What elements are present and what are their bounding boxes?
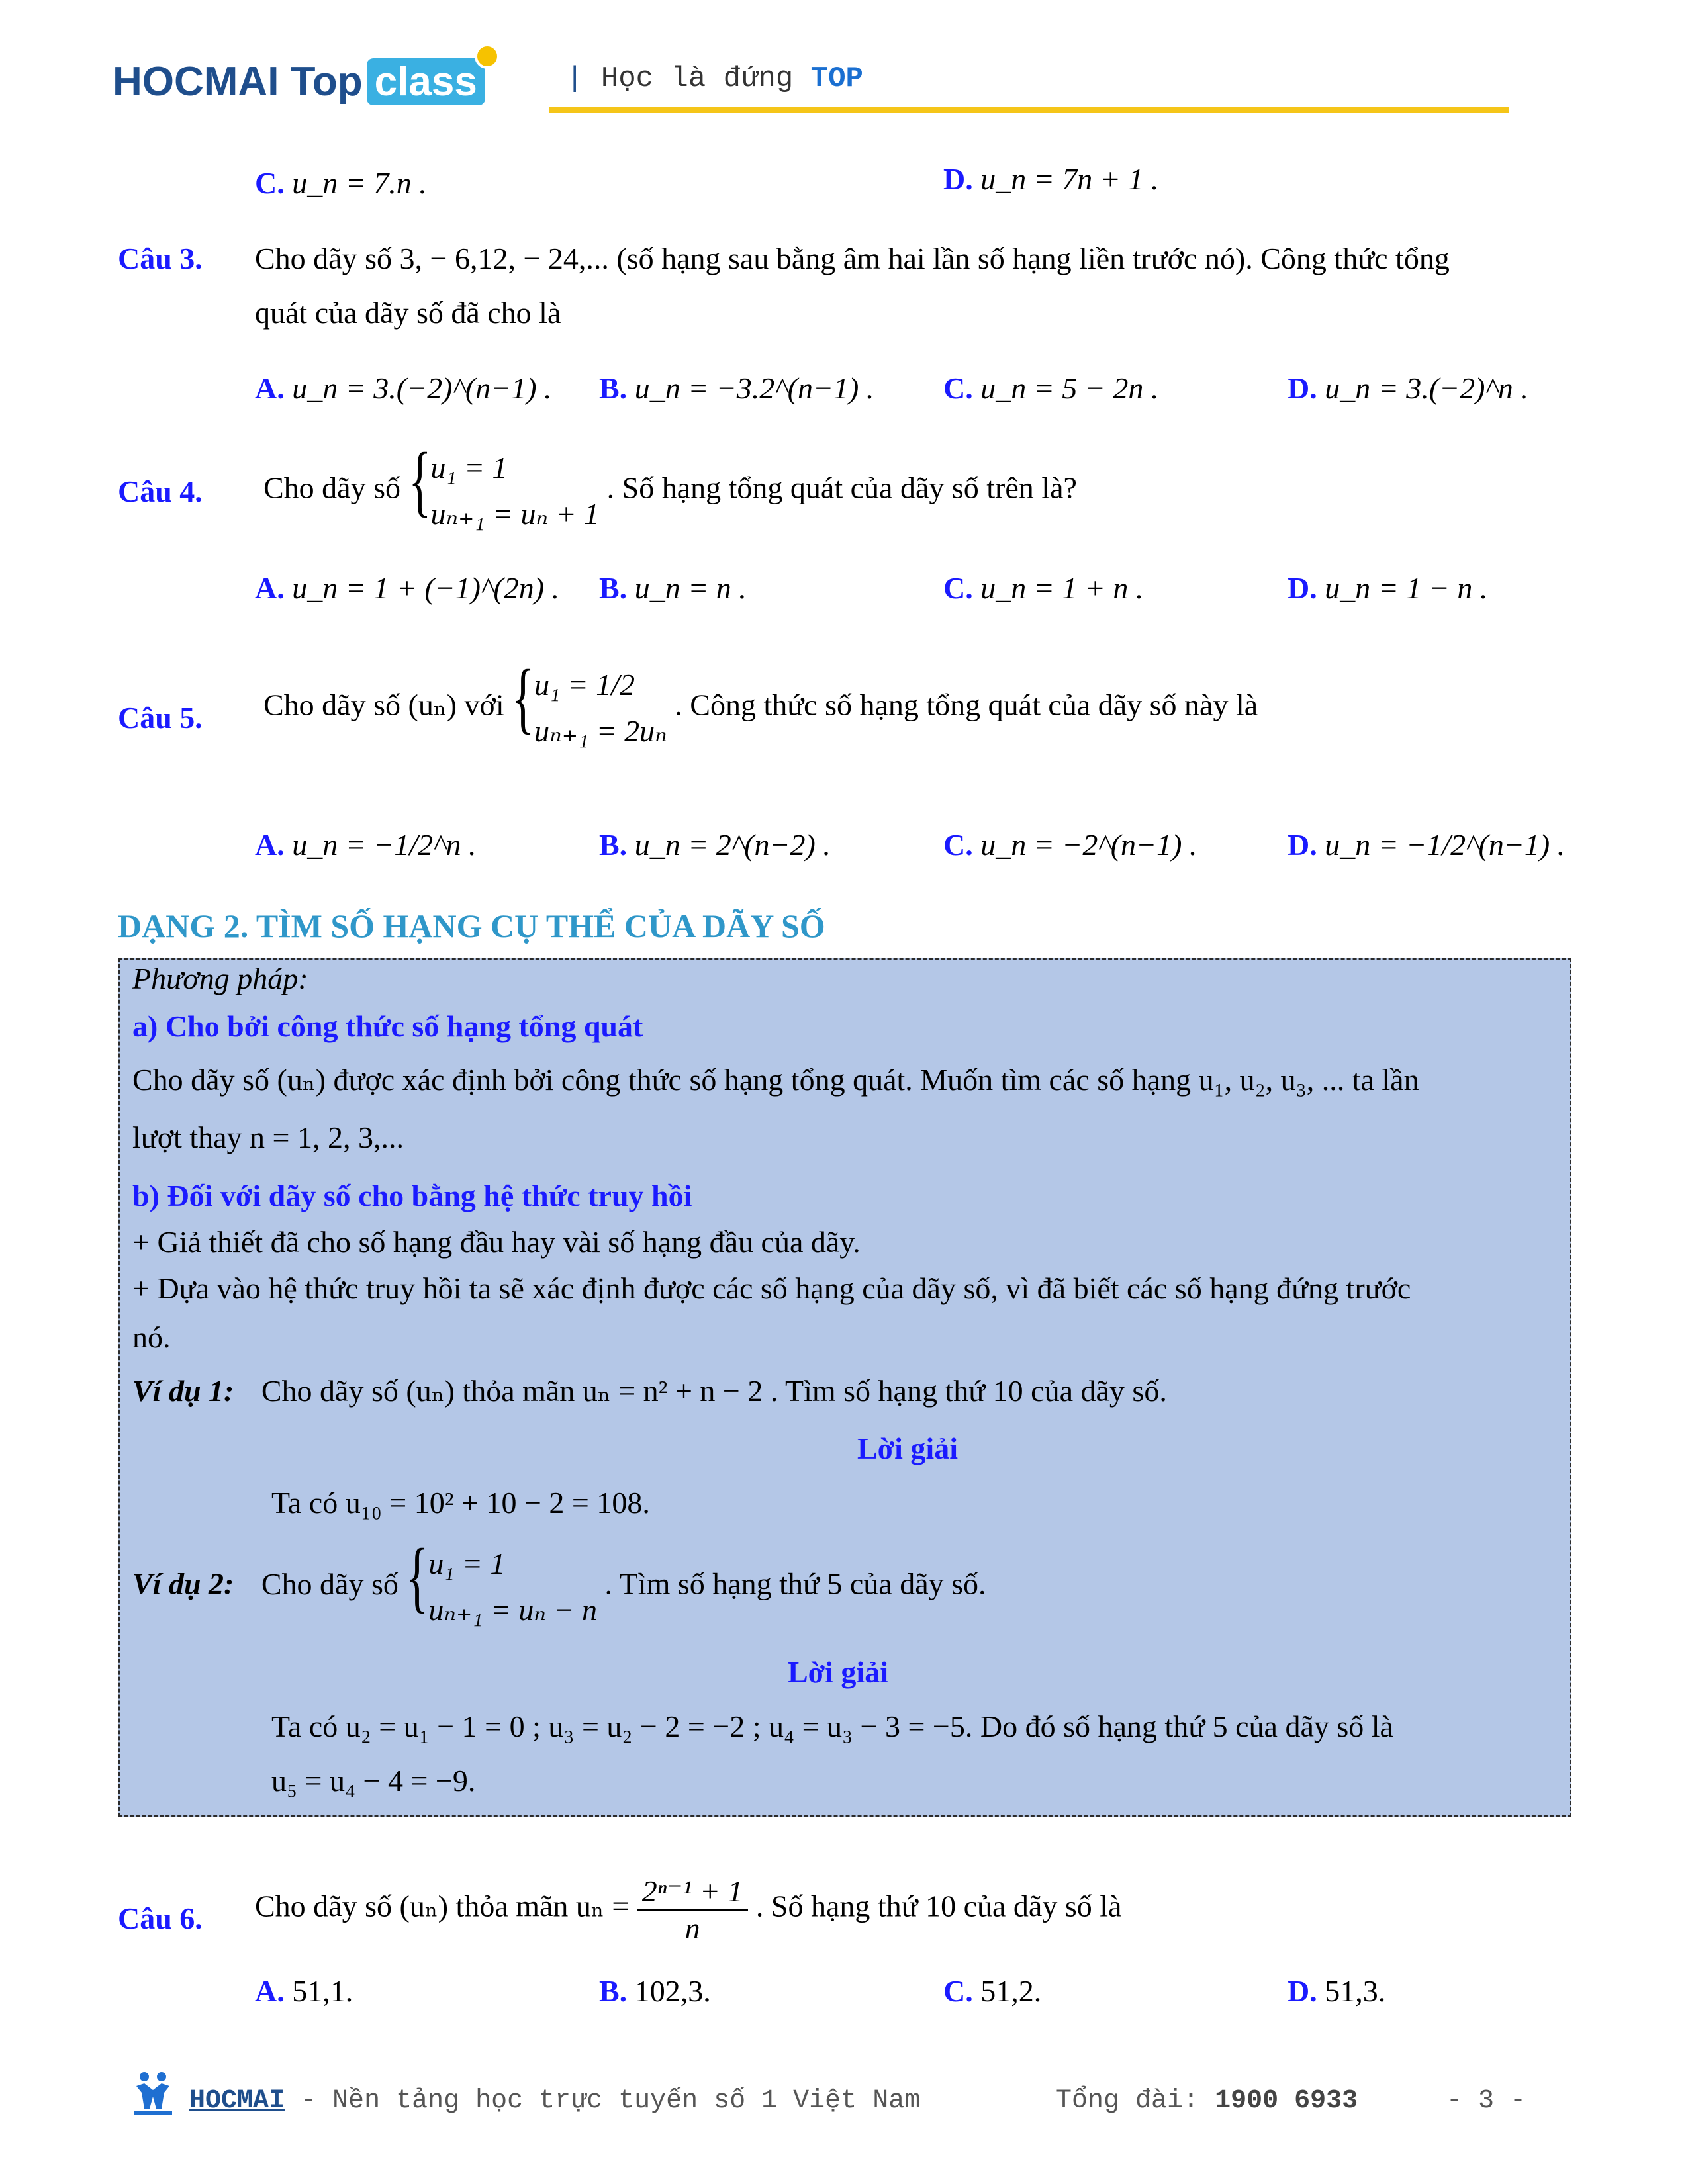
q5-option-b xyxy=(599,827,831,862)
option-text: 51,1. xyxy=(292,1974,353,2008)
option-text: 51,2. xyxy=(980,1974,1042,2008)
system-line: uₙ₊₁ = 2uₙ xyxy=(534,714,667,748)
page-number: - 3 - xyxy=(1446,2086,1526,2116)
option-label: B. xyxy=(599,371,628,405)
option-label: A. xyxy=(255,1974,285,2008)
q3-stem-line1: Cho dãy số 3, − 6,12, − 24,... (số hạng sau bằng âm hai lần số hạng liền trước nó). Công thức tổng xyxy=(255,242,1450,275)
system-line: u₁ = 1 xyxy=(430,451,508,484)
option-text: u_n = 1 + n . xyxy=(980,571,1144,605)
example-1-solution: Ta có u₁₀ = 10² + 10 − 2 = 108. xyxy=(271,1486,650,1520)
option-label: D. xyxy=(1288,1974,1317,2008)
option-text: u_n = −1/2^n . xyxy=(292,828,477,862)
q4-suffix: . Số hạng tổng quát của dãy số trên là? xyxy=(606,471,1077,505)
method-b-line1: + Giả thiết đã cho số hạng đầu hay vài số hạng đầu của dãy. xyxy=(132,1225,861,1259)
example-2 xyxy=(132,1532,986,1633)
option-text: u_n = 7n + 1 . xyxy=(980,162,1159,196)
example-1 xyxy=(132,1373,1167,1408)
example-2-solution-line1: Ta có u₂ = u₁ − 1 = 0 ; u₃ = u₂ − 2 = −2 ; u₄ = u₃ − 3 = −5. Do đó số hạng thứ 5 của dãy số là xyxy=(271,1709,1393,1743)
q6-option-d xyxy=(1288,1974,1385,2009)
option-text: 102,3. xyxy=(634,1974,711,2008)
q4-option-c xyxy=(943,570,1143,606)
method-heading: Phương pháp: xyxy=(132,962,308,995)
q6-stem xyxy=(255,1873,1121,1946)
q4-option-b xyxy=(599,570,747,606)
q3-option-d xyxy=(1288,371,1528,406)
fraction-denominator: n xyxy=(684,1911,700,1945)
system-line: u₁ = 1 xyxy=(428,1547,506,1580)
q5-option-d xyxy=(1288,827,1565,862)
logo-class-badge xyxy=(367,58,485,105)
system-line: u₁ = 1/2 xyxy=(534,668,635,702)
brace-icon: { xyxy=(512,653,535,741)
tagline-top: TOP xyxy=(810,62,863,95)
option-text: u_n = −2^(n−1) . xyxy=(980,828,1197,862)
option-label: B. xyxy=(599,1974,628,2008)
option-text: 51,3. xyxy=(1325,1974,1386,2008)
logo-class-text: class xyxy=(374,59,477,105)
method-b-line2: + Dựa vào hệ thức truy hồi ta sẽ xác định được các số hạng của dãy số, vì đã biết các số hạng đứng trước xyxy=(132,1271,1411,1305)
hotline-label: Tổng đài: xyxy=(1056,2086,1199,2116)
tagline-text: Học là đứng xyxy=(600,62,794,95)
q6-option-a xyxy=(255,1974,353,2009)
q6-option-c xyxy=(943,1974,1041,2009)
q2-option-c xyxy=(255,165,427,201)
q6-fraction xyxy=(637,1873,749,1946)
footer-hotline xyxy=(1056,2086,1358,2116)
example-label: Ví dụ 1: xyxy=(132,1374,234,1408)
footer xyxy=(189,2086,920,2116)
option-label: D. xyxy=(943,162,973,196)
example-2-solution-line2: u₅ = u₄ − 4 = −9. xyxy=(271,1764,476,1797)
system-line: uₙ₊₁ = uₙ + 1 xyxy=(430,497,600,531)
sun-icon xyxy=(475,44,500,69)
q3-stem-line2: quát của dãy số đã cho là xyxy=(255,296,561,330)
q4-option-a xyxy=(255,570,559,606)
method-b-line3: nó. xyxy=(132,1320,171,1354)
option-label: C. xyxy=(943,1974,973,2008)
method-b-title: b) Đối với dãy số cho bằng hệ thức truy hồi xyxy=(132,1179,692,1212)
fraction-numerator: 2ⁿ⁻¹ + 1 xyxy=(637,1873,749,1911)
option-text: u_n = 1 − n . xyxy=(1325,571,1488,605)
option-label: C. xyxy=(255,166,285,200)
q4-prefix: Cho dãy số xyxy=(263,471,400,505)
option-text: u_n = 3.(−2)^n . xyxy=(1325,371,1528,405)
system-line: uₙ₊₁ = uₙ − n xyxy=(428,1593,598,1627)
option-text: u_n = −3.2^(n−1) . xyxy=(634,371,874,405)
question-label: Câu 6. xyxy=(118,1901,203,1935)
example-text: Cho dãy số (uₙ) thỏa mãn uₙ = n² + n − 2 . Tìm số hạng thứ 10 của dãy số. xyxy=(261,1374,1167,1408)
option-label: C. xyxy=(943,571,973,605)
method-a-title: a) Cho bởi công thức số hạng tổng quát xyxy=(132,1009,643,1043)
footer-brand-link[interactable]: HOCMAI xyxy=(189,2086,285,2116)
method-a-line1: Cho dãy số (uₙ) được xác định bởi công thức số hạng tổng quát. Muốn tìm các số hạng u₁, u₂, u₃, ... ta lần xyxy=(132,1063,1419,1097)
q5-prefix: Cho dãy số (uₙ) với xyxy=(263,688,504,722)
q5-suffix: . Công thức số hạng tổng quát của dãy số này là xyxy=(675,688,1258,722)
option-label: D. xyxy=(1288,571,1317,605)
example-label: Ví dụ 2: xyxy=(132,1567,234,1601)
hocmai-logo xyxy=(113,58,485,105)
tagline-bar: | xyxy=(566,62,584,95)
q2-option-d xyxy=(943,161,1158,197)
question-label: Câu 4. xyxy=(118,475,203,508)
logo-text: HOCMAI Top xyxy=(113,59,363,105)
option-label: A. xyxy=(255,828,285,862)
option-text: u_n = 3.(−2)^(n−1) . xyxy=(292,371,552,405)
option-label: B. xyxy=(599,828,628,862)
header-divider xyxy=(549,107,1509,113)
option-text: u_n = 7.n . xyxy=(292,166,427,200)
q6-prefix: Cho dãy số (uₙ) thỏa mãn uₙ = xyxy=(255,1889,630,1923)
option-label: D. xyxy=(1288,371,1317,405)
tagline xyxy=(566,62,863,95)
q4-stem xyxy=(263,436,1077,537)
option-label: C. xyxy=(943,371,973,405)
q4-system xyxy=(408,436,600,537)
option-text: u_n = 1 + (−1)^(2n) . xyxy=(292,571,560,605)
section-title: DẠNG 2. TÌM SỐ HẠNG CỤ THỂ CỦA DÃY SỐ xyxy=(118,907,825,944)
question-label: Câu 5. xyxy=(118,701,203,735)
hotline-number: 1900 6933 xyxy=(1215,2086,1358,2116)
q5-stem xyxy=(263,653,1258,754)
option-label: A. xyxy=(255,371,285,405)
example-text: . Tìm số hạng thứ 5 của dãy số. xyxy=(604,1567,986,1601)
method-a-line2: lượt thay n = 1, 2, 3,... xyxy=(132,1120,404,1154)
solution-title: Lời giải xyxy=(788,1655,888,1689)
q5-system xyxy=(512,653,667,754)
q3-option-a xyxy=(255,371,552,406)
q3-option-c xyxy=(943,371,1158,406)
q3-option-b xyxy=(599,371,874,406)
option-label: B. xyxy=(599,571,628,605)
q4-option-d xyxy=(1288,570,1487,606)
option-text: u_n = 5 − 2n . xyxy=(980,371,1159,405)
q5-option-a xyxy=(255,827,477,862)
brace-icon: { xyxy=(408,436,432,524)
example-2-system xyxy=(406,1532,598,1633)
solution-title: Lời giải xyxy=(857,1432,958,1465)
q6-option-b xyxy=(599,1974,711,2009)
option-text: u_n = n . xyxy=(634,571,747,605)
question-label: Câu 3. xyxy=(118,242,203,275)
option-label: A. xyxy=(255,571,285,605)
option-label: D. xyxy=(1288,828,1317,862)
brace-icon: { xyxy=(406,1532,429,1620)
example-text: Cho dãy số xyxy=(261,1567,399,1601)
footer-text: - Nền tảng học trực tuyến số 1 Việt Nam xyxy=(301,2086,921,2116)
option-label: C. xyxy=(943,828,973,862)
q6-suffix: . Số hạng thứ 10 của dãy số là xyxy=(755,1889,1122,1923)
q5-option-c xyxy=(943,827,1197,862)
footer-logo-icon xyxy=(131,2070,175,2116)
option-text: u_n = 2^(n−2) . xyxy=(634,828,831,862)
option-text: u_n = −1/2^(n−1) . xyxy=(1325,828,1566,862)
